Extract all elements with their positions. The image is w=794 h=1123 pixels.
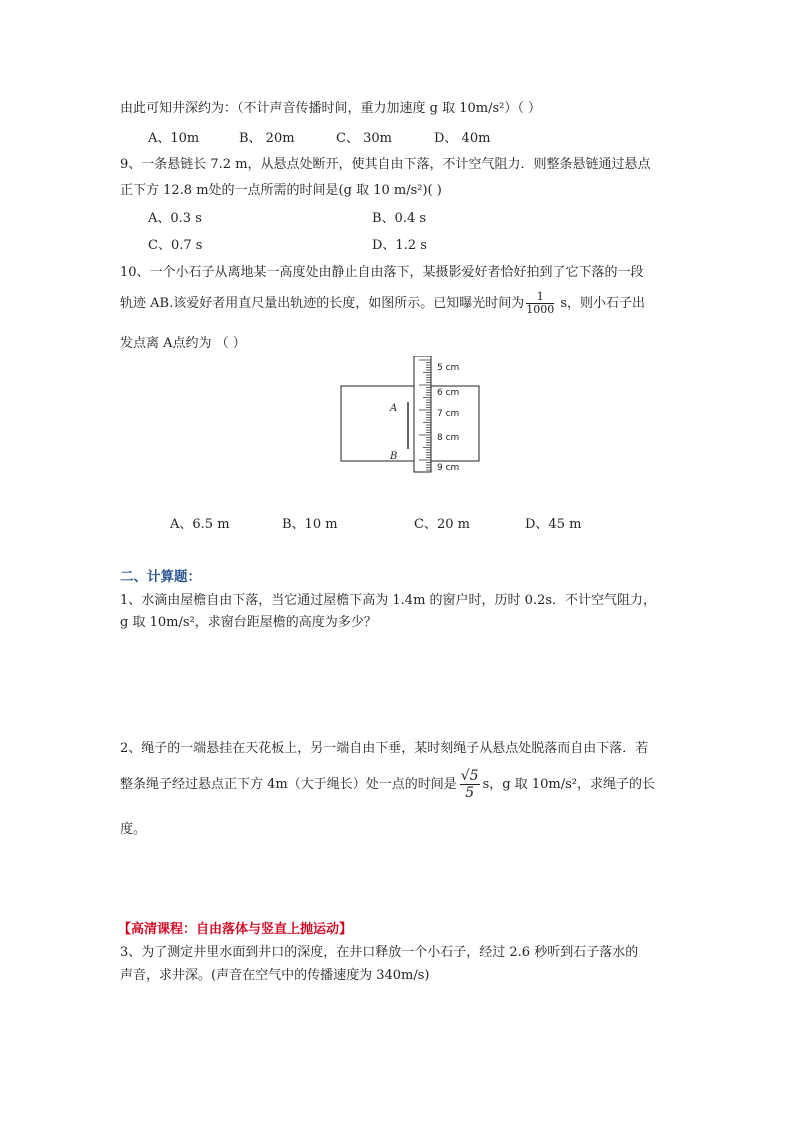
q10-line2-post: s，则小石子出	[556, 296, 646, 311]
q10-line1: 10、一个小石子从离地某一高度处由静止自由落下，某摄影爱好者恰好拍到了它下落的一段	[120, 265, 644, 280]
c2-line2	[120, 768, 655, 801]
q10-line3: 发点离 A点约为 （ ）	[120, 336, 246, 351]
q8-option-c: C、 30m	[336, 131, 392, 146]
c3-line2: 声音，求井深。(声音在空气中的传播速度为 340m/s)	[120, 968, 430, 983]
q10-option-a: A、6.5 m	[170, 517, 230, 532]
q10-line2	[120, 291, 645, 316]
c2-line1: 2、绳子的一端悬挂在天花板上，另一端自由下垂，某时刻绳子从悬点处脱落而自由下落．若	[120, 741, 649, 756]
point-b-label: B	[390, 451, 398, 462]
c2-line2-post: s，g 取 10m/s²，求绳子的长	[482, 777, 655, 792]
c1-line1: 1、水滴由屋檐自由下落，当它通过屋檐下高为 1.4m 的窗户时，历时 0.2s．不计空气阻力，	[120, 593, 657, 608]
time-fraction	[460, 768, 480, 801]
q10-option-c: C、20 m	[414, 517, 470, 532]
ruler	[414, 356, 431, 472]
time-fraction-numerator: √5	[460, 768, 479, 784]
c2-line2-pre: 整条绳子经过悬点正下方 4m（大于绳长）处一点的时间是	[120, 777, 457, 792]
c1-line2: g 取 10m/s²，求窗台距屋檐的高度为多少？	[120, 615, 377, 630]
q8-option-d: D、 40m	[434, 131, 491, 146]
point-a-label: A	[390, 403, 398, 414]
q9-line1: 9、一条悬链长 7.2 m，从悬点处断开，使其自由下落，不计空气阻力．则整条悬链通过悬点	[120, 157, 651, 172]
q10-option-d: D、45 m	[525, 517, 582, 532]
time-fraction-denominator: 5	[465, 785, 475, 801]
ruler-label-7cm: 7 cm	[437, 409, 460, 419]
q9-option-d: D、1.2 s	[372, 238, 427, 253]
q9-option-b: B、0.4 s	[372, 211, 427, 226]
section-title: 二、计算题：	[120, 569, 201, 585]
ruler-photo-figure	[340, 356, 500, 476]
q8-tail-text: 由此可知井深约为：（不计声音传播时间，重力加速度 g 取 10m/s²）（ ）	[120, 101, 541, 116]
q10-option-b: B、10 m	[282, 517, 338, 532]
course-label: 【高清课程：自由落体与竖直上抛运动】	[118, 922, 353, 937]
ruler-label-6cm: 6 cm	[437, 388, 460, 398]
fraction-denominator: 1000	[526, 303, 555, 316]
exposure-fraction	[526, 291, 554, 316]
ruler-label-5cm: 5 cm	[437, 363, 460, 373]
fraction-numerator: 1	[526, 291, 554, 304]
ruler-label-8cm: 8 cm	[437, 433, 460, 443]
c2-line3: 度。	[120, 822, 147, 837]
q10-line2-pre: 轨迹 AB.该爱好者用直尺量出轨迹的长度，如图所示。已知曝光时间为	[120, 296, 525, 311]
q8-option-b: B、 20m	[239, 131, 295, 146]
q9-option-a: A、0.3 s	[148, 211, 202, 226]
q9-line2: 正下方 12.8 m处的一点所需的时间是(g 取 10 m/s²)( )	[120, 183, 442, 198]
q8-option-a: A、10m	[148, 131, 200, 146]
ruler-label-9cm: 9 cm	[437, 463, 460, 473]
c3-line1: 3、为了测定井里水面到井口的深度，在井口释放一个小石子，经过 2.6 秒听到石子落水的	[120, 945, 639, 960]
q9-option-c: C、0.7 s	[148, 238, 203, 253]
